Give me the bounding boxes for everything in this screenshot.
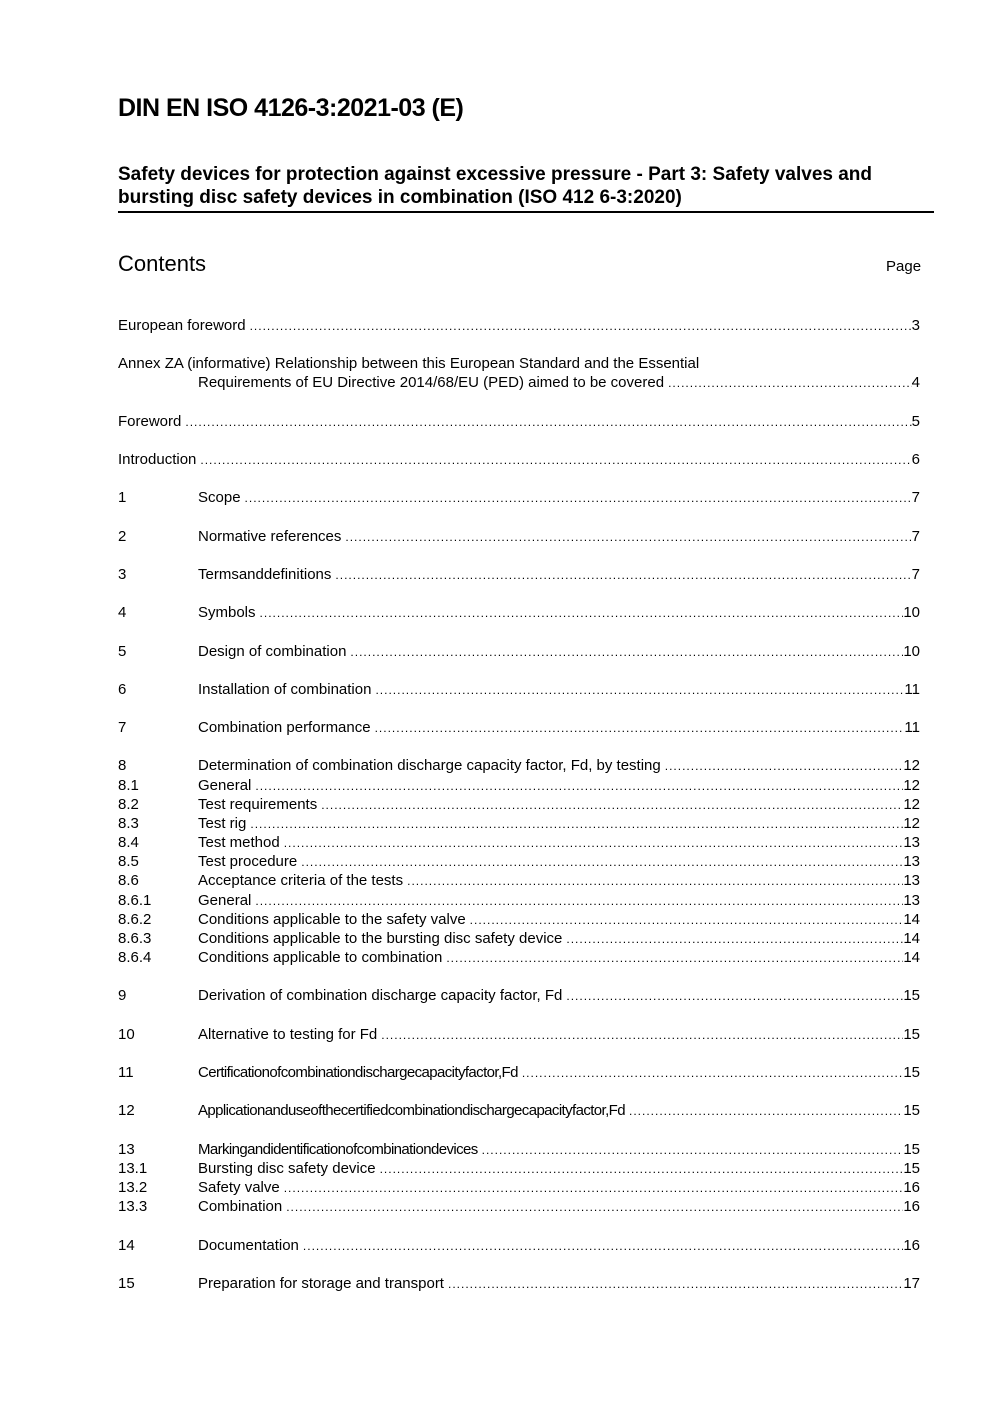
toc-entry-number: 8.6.1 xyxy=(118,892,152,909)
toc-entry-title: Bursting disc safety device xyxy=(198,1160,376,1177)
document-title-line-1: Safety devices for protection against excessive pressure - Part 3: Safety valves and xyxy=(118,164,873,185)
toc-entry-number: 5 xyxy=(118,643,127,660)
toc-entry-title: Markingandidentificationofcombinationdevices xyxy=(198,1141,478,1158)
dot-leader xyxy=(284,1179,904,1198)
toc-entry-page: 10 xyxy=(903,604,920,621)
toc-entry-title: Documentation xyxy=(198,1237,299,1254)
toc-entry-number: 8.6.4 xyxy=(118,949,152,966)
toc-entry-title: Normative references xyxy=(198,528,342,545)
toc-entry-number: 3 xyxy=(118,566,127,583)
toc-entry-page: 14 xyxy=(903,930,920,947)
toc-entry-page: 13 xyxy=(903,853,920,870)
toc-entry-title: Symbols xyxy=(198,604,256,621)
toc-entry-number: 8.5 xyxy=(118,853,139,870)
toc-entry-number: 8.4 xyxy=(118,834,139,851)
toc-entry-number: 11 xyxy=(118,1064,134,1081)
dot-leader xyxy=(665,757,904,776)
document-title xyxy=(118,163,934,213)
toc-entry-clause[interactable] xyxy=(118,986,920,1005)
toc-entry-page: 12 xyxy=(903,777,920,794)
toc-entry-title: Test procedure xyxy=(198,853,298,870)
toc-entry-page: 13 xyxy=(903,872,920,889)
toc-entry-clause[interactable] xyxy=(118,1236,920,1255)
toc-entry-page: 7 xyxy=(911,489,920,506)
toc-entry-page: 6 xyxy=(911,451,920,468)
toc-entry-title: Conditions applicable to the safety valve xyxy=(198,911,466,928)
toc-entry-title: Test rig xyxy=(198,815,247,832)
dot-leader xyxy=(407,872,903,891)
toc-entry-number: 6 xyxy=(118,681,127,698)
dot-leader xyxy=(380,1160,904,1179)
toc-entry-page: 12 xyxy=(903,815,920,832)
dot-leader xyxy=(470,911,904,930)
dot-leader xyxy=(482,1141,904,1160)
toc-entry-clause[interactable] xyxy=(118,1101,920,1120)
toc-entry-clause[interactable] xyxy=(118,565,920,584)
toc-entry-number: 15 xyxy=(118,1275,135,1292)
dot-leader xyxy=(446,949,903,968)
toc-entry-title: General xyxy=(198,892,252,909)
page-column-heading: Page xyxy=(886,258,922,275)
toc-entry-title: Design of combination xyxy=(198,643,347,660)
toc-entry-page: 11 xyxy=(904,681,920,698)
toc-entry-title: Derivation of combination discharge capacity factor, Fd xyxy=(198,987,563,1004)
dot-leader xyxy=(566,987,903,1006)
toc-entry-title: Test method xyxy=(198,834,280,851)
toc-entry-title: Combination xyxy=(198,1198,283,1215)
dot-leader xyxy=(566,930,903,949)
toc-entry-clause[interactable] xyxy=(118,603,920,622)
dot-leader xyxy=(629,1102,903,1121)
toc-entry-number: 13.2 xyxy=(118,1179,148,1196)
dot-leader xyxy=(250,317,912,336)
toc-entry-foreword[interactable] xyxy=(118,412,920,431)
toc-entry-page: 3 xyxy=(911,317,920,334)
toc-entry-number: 8.6.3 xyxy=(118,930,152,947)
dot-leader xyxy=(448,1275,903,1294)
dot-leader xyxy=(350,643,903,662)
toc-entry-subclause[interactable] xyxy=(118,910,920,929)
dot-leader xyxy=(301,853,903,872)
toc-entry-page: 12 xyxy=(903,757,920,774)
dot-leader xyxy=(375,681,904,700)
toc-entry-title: General xyxy=(198,777,252,794)
toc-entry-title: Test requirements xyxy=(198,796,318,813)
toc-entry-number: 8.6.2 xyxy=(118,911,152,928)
toc-entry-number: 14 xyxy=(118,1237,135,1254)
toc-entry-number: 1 xyxy=(118,489,127,506)
toc-entry-page: 16 xyxy=(903,1179,920,1196)
toc-entry-subclause[interactable] xyxy=(118,1197,920,1216)
toc-entry-clause[interactable] xyxy=(118,718,920,737)
toc-entry-title: Conditions applicable to combination xyxy=(198,949,443,966)
toc-entry-title: Applicationanduseofthecertifiedcombinationdischargecapacityfactor,Fd xyxy=(198,1102,625,1119)
dot-leader xyxy=(200,451,911,470)
toc-entry-page: 17 xyxy=(903,1275,920,1292)
toc-entry-page: 14 xyxy=(903,949,920,966)
toc-entry-page: 15 xyxy=(903,1064,920,1081)
toc-entry-annex-za-line-1[interactable]: Annex ZA (informative) Relationship between this European Standard and the Essential xyxy=(118,355,700,372)
dot-leader xyxy=(345,528,911,547)
toc-entry-number: 13.1 xyxy=(118,1160,148,1177)
toc-entry-annex-za[interactable] xyxy=(118,373,920,392)
dot-leader xyxy=(255,892,903,911)
toc-entry-title: Scope xyxy=(198,489,241,506)
toc-entry-page: 16 xyxy=(903,1237,920,1254)
toc-entry-clause[interactable] xyxy=(118,680,920,699)
toc-entry-title: Alternative to testing for Fd xyxy=(198,1026,378,1043)
toc-entry-page: 16 xyxy=(903,1198,920,1215)
toc-entry-title: Foreword xyxy=(118,413,182,430)
dot-leader xyxy=(286,1198,903,1217)
toc-entry-page: 5 xyxy=(911,413,920,430)
toc-entry-subclause[interactable] xyxy=(118,795,920,814)
standard-id: DIN EN ISO 4126-3:2021-03 (E) xyxy=(118,94,464,122)
dot-leader xyxy=(335,566,911,585)
toc-entry-clause[interactable] xyxy=(118,1063,920,1082)
dot-leader xyxy=(255,777,903,796)
toc-entry-number: 13.3 xyxy=(118,1198,148,1215)
toc-entry-page: 15 xyxy=(903,1160,920,1177)
contents-heading: Contents xyxy=(118,251,207,276)
toc-entry-title: Requirements of EU Directive 2014/68/EU (PED) aimed to be covered xyxy=(198,374,665,391)
dot-leader xyxy=(375,719,905,738)
toc-entry-title: Certificationofcombinationdischargecapacityfactor,Fd xyxy=(198,1064,518,1081)
toc-entry-introduction[interactable] xyxy=(118,450,920,469)
toc-entry-subclause[interactable] xyxy=(118,1178,920,1197)
toc-entry-title: Introduction xyxy=(118,451,197,468)
toc-entry-clause[interactable] xyxy=(118,642,920,661)
toc-entry-number: 4 xyxy=(118,604,127,621)
toc-entry-subclause[interactable] xyxy=(118,833,920,852)
toc-entry-title: Installation of combination xyxy=(198,681,372,698)
toc-entry-page: 13 xyxy=(903,892,920,909)
toc-entry-page: 14 xyxy=(903,911,920,928)
toc-entry-page: 11 xyxy=(904,719,920,736)
toc-entry-subclause[interactable] xyxy=(118,852,920,871)
toc-entry-number: 8.6 xyxy=(118,872,139,889)
toc-entry-title: Termsanddefinitions xyxy=(198,566,332,583)
toc-entry-title: Safety valve xyxy=(198,1179,280,1196)
toc-entry-subclause[interactable] xyxy=(118,814,920,833)
toc-entry-number: 12 xyxy=(118,1102,135,1119)
toc-entry-page: 15 xyxy=(903,987,920,1004)
dot-leader xyxy=(381,1026,903,1045)
toc-entry-page: 15 xyxy=(903,1141,920,1158)
dot-leader xyxy=(321,796,903,815)
dot-leader xyxy=(260,604,904,623)
toc-entry-title: Conditions applicable to the bursting disc safety device xyxy=(198,930,563,947)
toc-entry-page: 7 xyxy=(911,528,920,545)
toc-entry-subclause[interactable] xyxy=(118,948,920,967)
toc-entry-subclause[interactable] xyxy=(118,1159,920,1178)
document-title-line-2: bursting disc safety devices in combination (ISO 412 6-3:2020) xyxy=(118,187,682,208)
toc-entry-number: 13 xyxy=(118,1141,135,1158)
toc-entry-number: 7 xyxy=(118,719,127,736)
toc-entry-number: 2 xyxy=(118,528,127,545)
toc-entry-page: 4 xyxy=(911,374,920,391)
dot-leader xyxy=(522,1064,903,1083)
toc-entry-number: 8 xyxy=(118,757,127,774)
dot-leader xyxy=(250,815,903,834)
toc-entry-page: 15 xyxy=(903,1102,920,1119)
toc-entry-page: 12 xyxy=(903,796,920,813)
toc-entry-number: 9 xyxy=(118,987,127,1004)
toc-entry-subclause[interactable] xyxy=(118,929,920,948)
toc-entry-title: Preparation for storage and transport xyxy=(198,1275,444,1292)
toc-entry-subclause[interactable] xyxy=(118,891,920,910)
dot-leader xyxy=(245,489,912,508)
toc-entry-number: 10 xyxy=(118,1026,135,1043)
toc-entry-page: 15 xyxy=(903,1026,920,1043)
dot-leader xyxy=(284,834,904,853)
dot-leader xyxy=(668,374,912,393)
toc-entry-title: Acceptance criteria of the tests xyxy=(198,872,404,889)
toc-entry-page: 10 xyxy=(903,643,920,660)
toc-entry-page: 7 xyxy=(911,566,920,583)
toc-entry-number: 8.1 xyxy=(118,777,139,794)
toc-entry-number: 8.2 xyxy=(118,796,139,813)
toc-entry-title: Combination performance xyxy=(198,719,371,736)
toc-entry-page: 13 xyxy=(903,834,920,851)
toc-entry-title: Determination of combination discharge capacity factor, Fd, by testing xyxy=(198,757,661,774)
toc-entry-number: 8.3 xyxy=(118,815,139,832)
toc-entry-clause[interactable] xyxy=(118,1140,920,1159)
toc-entry-subclause[interactable] xyxy=(118,776,920,795)
toc-entry-clause[interactable] xyxy=(118,527,920,546)
dot-leader xyxy=(303,1237,903,1256)
toc-entry-subclause[interactable] xyxy=(118,871,920,890)
toc-entry-european-foreword[interactable] xyxy=(118,316,920,335)
toc-entry-clause[interactable] xyxy=(118,488,920,507)
dot-leader xyxy=(185,413,911,432)
toc-entry-clause[interactable] xyxy=(118,1274,920,1293)
toc-entry-clause[interactable] xyxy=(118,756,920,775)
toc-entry-title: European foreword xyxy=(118,317,246,334)
toc-entry-clause[interactable] xyxy=(118,1025,920,1044)
